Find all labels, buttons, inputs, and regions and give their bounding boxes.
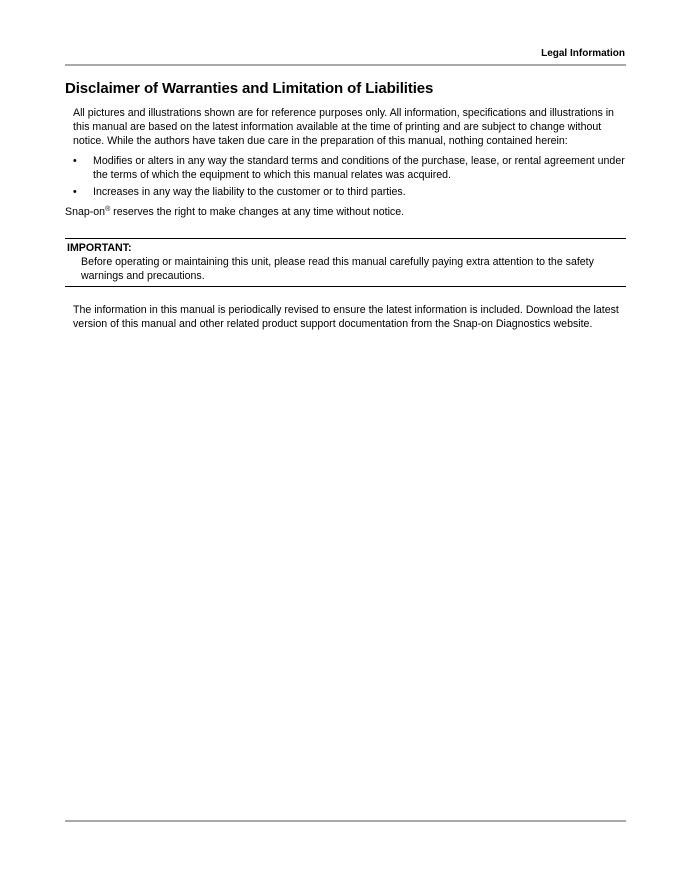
bullet-icon: • — [73, 186, 77, 198]
important-heading: IMPORTANT: — [67, 242, 132, 254]
important-body: Before operating or maintaining this unit, please read this manual carefully paying extra attention to the safety warnings and precautions. — [81, 256, 594, 282]
bullet-icon: • — [73, 155, 77, 167]
footer-divider — [65, 820, 626, 822]
change-notice — [65, 205, 404, 219]
registered-trademark: ® — [105, 206, 111, 213]
list-item-text: Modifies or alters in any way the standard terms and conditions of the purchase, lease, or rental agreement under the terms of which the equipment to which this manual relates was acquired. — [93, 155, 625, 181]
list-item — [73, 185, 629, 199]
running-header: Legal Information — [541, 48, 625, 59]
list-item-text: Increases in any way the liability to the customer or to third parties. — [93, 186, 406, 198]
notice-text: reserves the right to make changes at any time without notice. — [110, 206, 405, 218]
important-callout — [65, 238, 626, 287]
list-item — [73, 154, 629, 182]
page-title: Disclaimer of Warranties and Limitation of Liabilities — [65, 80, 434, 97]
header-divider — [65, 64, 626, 66]
brand-name: Snap-on — [65, 206, 106, 218]
disclaimer-list — [73, 154, 629, 202]
intro-paragraph: All pictures and illustrations shown are for reference purposes only. All information, specifications and illustrations in this manual are based on the latest information available at the time of printing and are subject to change without notice. While the authors have taken due care in the preparation of this manual, nothing contained herein: — [73, 107, 614, 147]
revision-note: The information in this manual is periodically revised to ensure the latest information is included. Download the latest version of this manual and other related product support documentation from the Snap-on Diagnostics website. — [73, 304, 619, 330]
